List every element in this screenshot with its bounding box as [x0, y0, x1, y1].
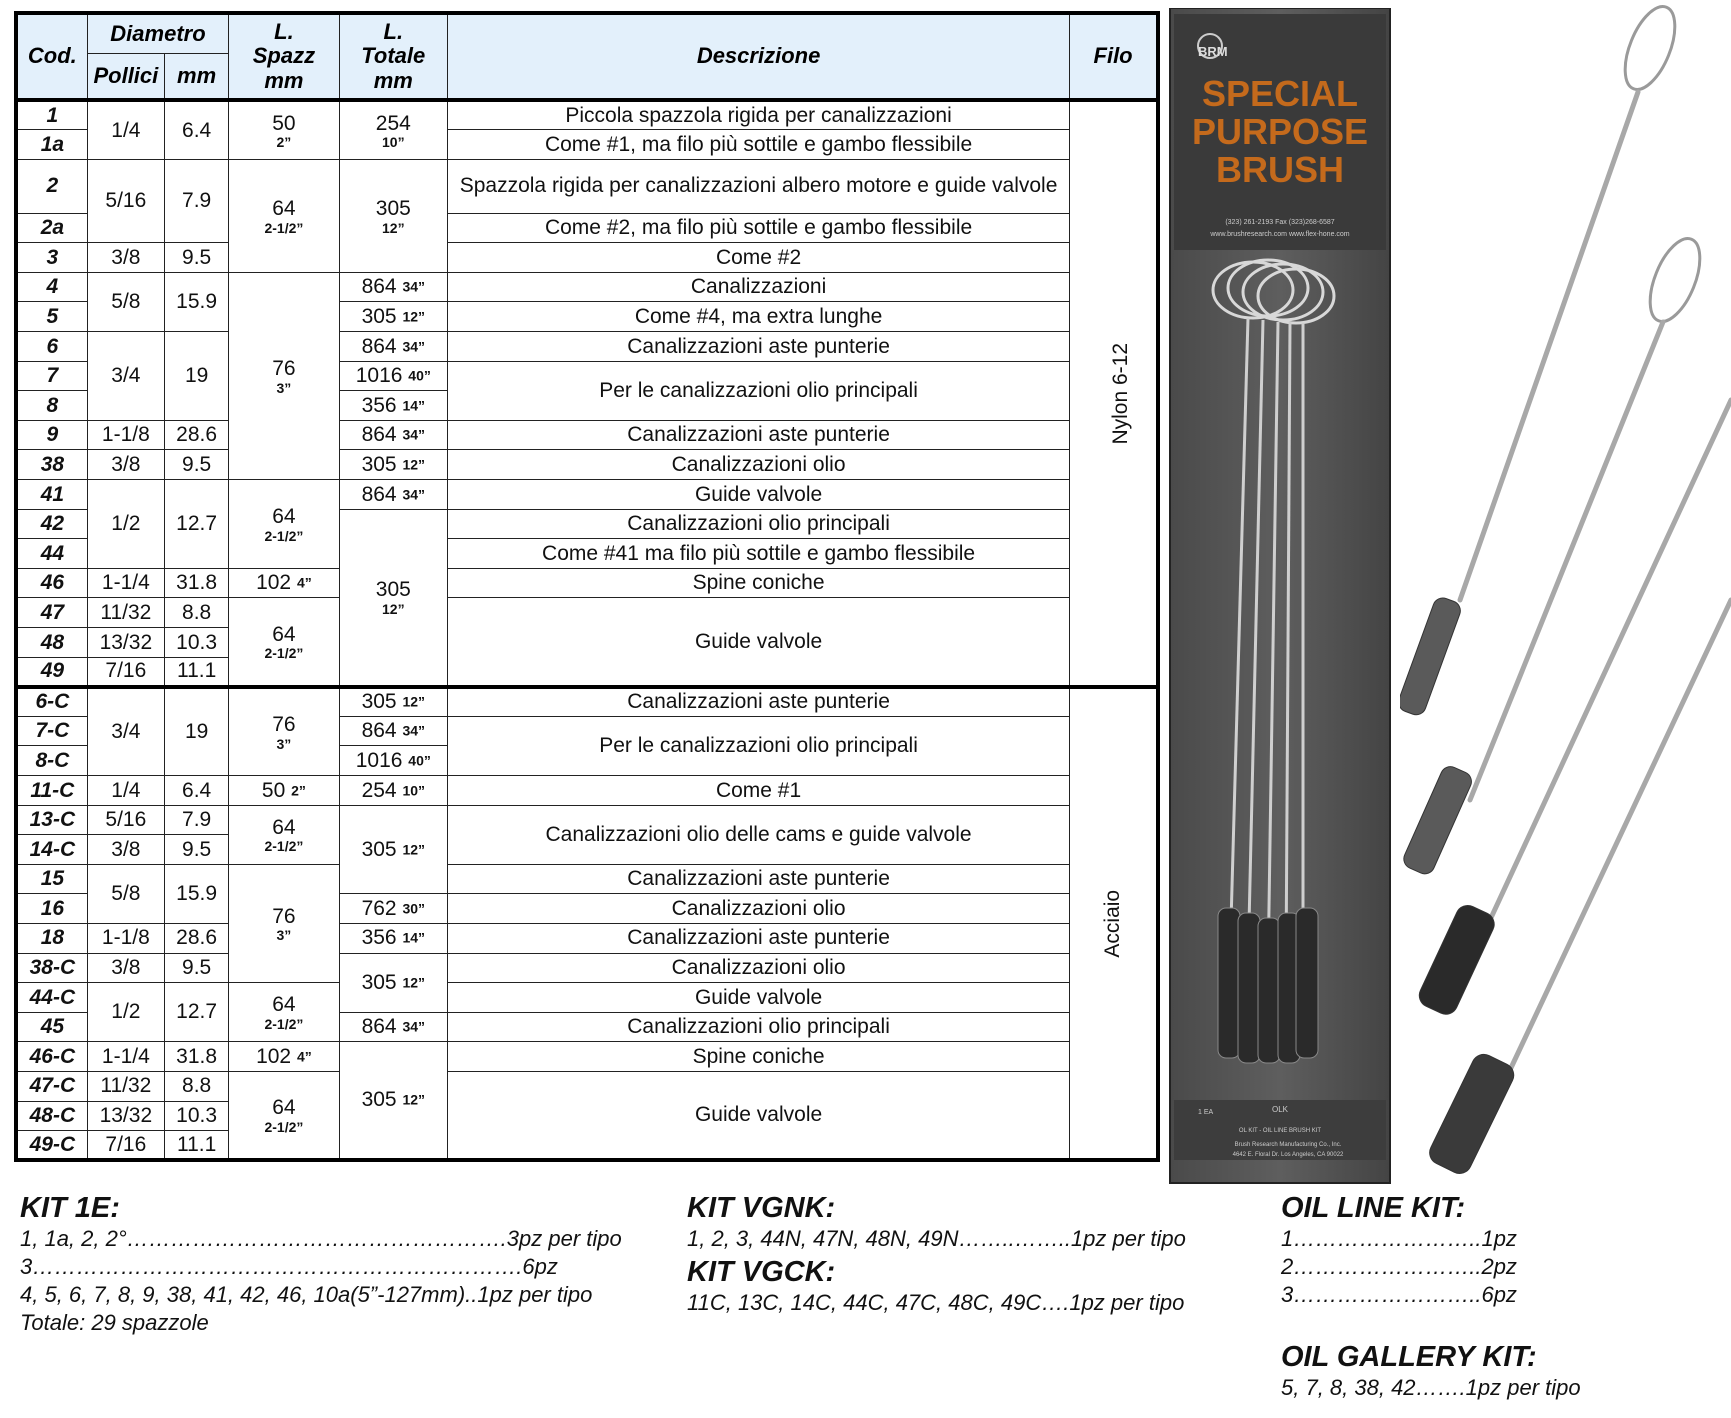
totale-mm: 864 — [361, 482, 397, 506]
package-qty: 1 EA — [1198, 1109, 1214, 1116]
kit-oil-line — [1281, 1193, 1517, 1309]
totale-mm: 254 — [361, 778, 397, 802]
totale-in: 30” — [402, 900, 426, 917]
cell-pollici: 1/2 — [87, 480, 164, 569]
cell-desc: Canalizzazioni olio delle cams e guide valvole — [447, 805, 1069, 864]
spazz-in: 2-1/2” — [264, 645, 304, 662]
cell-totale — [339, 391, 447, 421]
spazz-mm: 64 — [272, 1096, 296, 1120]
kit-oil-gallery — [1281, 1342, 1581, 1402]
cell-code: 8-C — [16, 746, 87, 776]
package-brand: BRM — [1198, 44, 1228, 59]
spec-table — [14, 11, 1160, 1162]
totale-mm: 305 — [361, 837, 397, 861]
cell-code: 9 — [16, 420, 87, 450]
cell-code: 46-C — [16, 1042, 87, 1072]
cell-mm: 31.8 — [165, 568, 229, 598]
package-address: 4642 E. Floral Dr. Los Angeles, CA 90022 — [1232, 1152, 1344, 1158]
cell-totale — [339, 450, 447, 480]
cell-spazz — [229, 272, 339, 479]
totale-mm: 305 — [361, 1088, 397, 1112]
totale-mm: 864 — [361, 334, 397, 358]
totale-mm: 305 — [375, 578, 411, 602]
cell-spazz — [229, 480, 339, 569]
cell-totale — [339, 272, 447, 302]
kit-oil-line-line: 3……………………..6pz — [1281, 1281, 1517, 1307]
package-web: www.brushresearch.com www.flex-hone.com — [1210, 231, 1350, 238]
package-brush-head — [1296, 908, 1318, 1058]
cell-desc: Per le canalizzazioni olio principali — [447, 716, 1069, 775]
spazz-mm: 64 — [272, 815, 296, 839]
cell-code: 49-C — [16, 1131, 87, 1161]
cell-desc: Guide valvole — [447, 1071, 1069, 1160]
spazz-mm: 76 — [272, 713, 296, 737]
cell-desc: Piccola spazzola rigida per canalizzazioni — [447, 100, 1069, 130]
cell-totale — [339, 775, 447, 805]
totale-in: 12” — [402, 694, 426, 711]
cell-spazz — [229, 159, 339, 272]
cell-desc: Canalizzazioni aste punterie — [447, 864, 1069, 894]
cell-mm: 10.3 — [165, 628, 229, 658]
cell-desc: Canalizzazioni olio — [447, 953, 1069, 983]
totale-in: 34” — [402, 426, 426, 443]
cell-code: 41 — [16, 480, 87, 510]
header-l-totale — [339, 13, 447, 100]
cell-desc: Guide valvole — [447, 983, 1069, 1013]
totale-in: 12” — [402, 1092, 426, 1109]
cell-totale — [339, 332, 447, 362]
header-l-spazz — [229, 13, 339, 100]
cell-pollici: 3/8 — [87, 953, 164, 983]
header-l-totale-line1: L. — [383, 18, 404, 44]
cell-spazz — [229, 1071, 339, 1160]
totale-mm: 305 — [361, 690, 397, 714]
cell-code: 8 — [16, 391, 87, 421]
totale-in: 40” — [408, 367, 431, 384]
cell-mm: 19 — [165, 332, 229, 421]
spazz-in: 4” — [296, 574, 312, 591]
cell-desc: Canalizzazioni aste punterie — [447, 687, 1069, 717]
kit-1e-title: KIT 1E: — [20, 1192, 120, 1224]
totale-in: 12” — [382, 219, 405, 236]
cell-code: 38-C — [16, 953, 87, 983]
totale-mm: 864 — [361, 1015, 397, 1039]
cell-pollici: 11/32 — [87, 598, 164, 628]
brush-ring — [1615, 0, 1685, 96]
header-l-totale-line2: Totale — [361, 43, 426, 69]
cell-filo-nylon — [1070, 100, 1158, 687]
cell-filo-acciaio — [1070, 687, 1158, 1161]
cell-totale — [339, 805, 447, 894]
cell-code: 7-C — [16, 716, 87, 746]
cell-code: 6-C — [16, 687, 87, 717]
cell-desc: Spine coniche — [447, 1042, 1069, 1072]
cell-pollici: 5/16 — [87, 805, 164, 835]
cell-totale — [339, 159, 447, 272]
totale-in: 12” — [402, 308, 426, 325]
cell-desc: Come #41 ma filo più sottile e gambo flessibile — [447, 539, 1069, 569]
cell-code: 42 — [16, 509, 87, 539]
package-brush-heads — [1218, 908, 1318, 1063]
cell-totale — [339, 420, 447, 450]
cell-pollici: 1-1/8 — [87, 923, 164, 953]
totale-in: 12” — [382, 600, 405, 617]
cell-totale — [339, 687, 447, 717]
spazz-mm: 64 — [272, 505, 296, 529]
spazz-in: 2” — [276, 134, 292, 151]
cell-totale — [339, 509, 447, 687]
spec-table-container — [14, 11, 1160, 1176]
header-l-spazz-line3: mm — [264, 67, 304, 93]
header-cod: Cod. — [16, 13, 87, 100]
cell-totale — [339, 953, 447, 1012]
cell-spazz — [229, 568, 339, 598]
cell-code: 4 — [16, 272, 87, 302]
cell-code: 2a — [16, 213, 87, 243]
brush-shaft — [1460, 92, 1638, 600]
cell-code: 15 — [16, 864, 87, 894]
totale-in: 34” — [402, 338, 426, 355]
cell-desc: Canalizzazioni aste punterie — [447, 923, 1069, 953]
cell-pollici: 3/8 — [87, 243, 164, 273]
kit-oil-line-line: 2……………………..2pz — [1281, 1253, 1517, 1279]
spazz-in: 2-1/2” — [264, 527, 304, 544]
kit-1e-line: 1, 1a, 2, 2°…………………………………………….3pz per tipo — [20, 1225, 622, 1251]
kit-vgnk-line: 1, 2, 3, 44N, 47N, 48N, 49N……..……..1pz per tipo — [687, 1225, 1186, 1251]
totale-in: 40” — [408, 752, 431, 769]
package-kit-name: OL KIT - OIL LINE BRUSH KIT — [1238, 1128, 1322, 1134]
cell-mm: 15.9 — [165, 864, 229, 923]
kit-oil-gallery-title: OIL GALLERY KIT: — [1281, 1341, 1537, 1373]
cell-desc: Come #2, ma filo più sottile e gambo flessibile — [447, 213, 1069, 243]
header-pollici: Pollici — [87, 54, 164, 101]
kit-vgck — [687, 1257, 1184, 1317]
cell-totale — [339, 1042, 447, 1160]
totale-mm: 864 — [361, 719, 397, 743]
spazz-in: 3” — [276, 927, 292, 944]
package-title-line3: BRUSH — [1215, 149, 1345, 190]
cell-code: 46 — [16, 568, 87, 598]
cell-spazz — [229, 983, 339, 1042]
package-brush-head — [1218, 908, 1240, 1058]
cell-code: 7 — [16, 361, 87, 391]
cell-desc: Spine coniche — [447, 568, 1069, 598]
kit-oil-line-title: OIL LINE KIT: — [1281, 1192, 1466, 1224]
cell-pollici: 5/8 — [87, 272, 164, 331]
cell-code: 1 — [16, 100, 87, 130]
cell-pollici: 3/8 — [87, 450, 164, 480]
spazz-in: 2-1/2” — [264, 219, 304, 236]
cell-pollici: 7/16 — [87, 657, 164, 687]
cell-spazz — [229, 598, 339, 687]
cell-desc: Canalizzazioni aste punterie — [447, 420, 1069, 450]
cell-mm: 8.8 — [165, 1071, 229, 1101]
spazz-mm: 76 — [272, 904, 296, 928]
cell-desc: Canalizzazioni aste punterie — [447, 332, 1069, 362]
cell-mm: 12.7 — [165, 480, 229, 569]
totale-mm: 254 — [375, 111, 411, 135]
cell-totale — [339, 716, 447, 746]
spazz-mm: 50 — [272, 111, 296, 135]
cell-desc: Canalizzazioni olio principali — [447, 509, 1069, 539]
brush-ring — [1640, 232, 1710, 329]
cell-mm: 10.3 — [165, 1101, 229, 1131]
kit-vgck-title: KIT VGCK: — [687, 1256, 836, 1288]
brush-shaft — [1470, 322, 1663, 800]
totale-mm: 864 — [361, 275, 397, 299]
spazz-in: 3” — [276, 379, 292, 396]
cell-code: 18 — [16, 923, 87, 953]
totale-mm: 305 — [361, 970, 397, 994]
cell-mm: 9.5 — [165, 243, 229, 273]
loose-brushes-image — [1400, 0, 1731, 1180]
cell-code: 6 — [16, 332, 87, 362]
totale-in: 12” — [402, 841, 426, 858]
cell-desc: Canalizzazioni olio — [447, 450, 1069, 480]
cell-pollici: 13/32 — [87, 628, 164, 658]
spazz-mm: 50 — [261, 778, 286, 802]
brush-head — [1426, 1050, 1518, 1177]
header-l-totale-line3: mm — [373, 67, 413, 93]
spazz-in: 2-1/2” — [264, 1118, 304, 1135]
cell-code: 47-C — [16, 1071, 87, 1101]
cell-code: 45 — [16, 1012, 87, 1042]
cell-pollici: 1-1/4 — [87, 568, 164, 598]
cell-code: 14-C — [16, 835, 87, 865]
kit-1e — [20, 1193, 622, 1337]
kit-1e-line: 4, 5, 6, 7, 8, 9, 38, 41, 42, 46, 10a(5”-127mm)..1pz per tipo — [20, 1281, 593, 1307]
package-title-line1: SPECIAL — [1201, 73, 1359, 114]
cell-code: 48-C — [16, 1101, 87, 1131]
kit-vgnk-title: KIT VGNK: — [687, 1192, 836, 1224]
spazz-in: 3” — [276, 735, 292, 752]
cell-pollici: 11/32 — [87, 1071, 164, 1101]
totale-in: 34” — [402, 279, 426, 296]
kit-oil-gallery-line: 5, 7, 8, 38, 42…….1pz per tipo — [1281, 1374, 1581, 1400]
brush-head — [1415, 902, 1498, 1019]
package-brush-head — [1238, 913, 1260, 1063]
cell-pollici: 13/32 — [87, 1101, 164, 1131]
package-company: Brush Research Manufacturing Co., Inc. — [1234, 1142, 1342, 1148]
totale-in: 12” — [402, 456, 426, 473]
cell-pollici: 1/2 — [87, 983, 164, 1042]
spazz-mm: 64 — [272, 622, 296, 646]
totale-mm: 356 — [361, 393, 397, 417]
package-title-line2: PURPOSE — [1191, 111, 1369, 152]
header-diametro: Diametro — [87, 13, 229, 54]
kit-oil-line-line: 1……………………..1pz — [1281, 1225, 1517, 1251]
cell-pollici: 1-1/4 — [87, 1042, 164, 1072]
header-l-spazz-line2: Spazz — [252, 43, 316, 69]
cell-pollici: 3/4 — [87, 687, 164, 776]
cell-mm: 12.7 — [165, 983, 229, 1042]
totale-in: 14” — [402, 397, 426, 414]
cell-desc: Guide valvole — [447, 480, 1069, 510]
totale-in: 10” — [382, 134, 405, 151]
spazz-mm: 102 — [256, 571, 292, 595]
spazz-in: 2-1/2” — [264, 1015, 304, 1032]
totale-mm: 305 — [375, 197, 411, 221]
totale-mm: 1016 — [355, 364, 403, 388]
cell-mm: 28.6 — [165, 420, 229, 450]
spazz-in: 4” — [296, 1048, 312, 1065]
cell-code: 38 — [16, 450, 87, 480]
cell-code: 16 — [16, 894, 87, 924]
cell-mm: 6.4 — [165, 100, 229, 159]
totale-mm: 762 — [361, 896, 397, 920]
cell-mm: 9.5 — [165, 953, 229, 983]
spazz-in: 2” — [291, 782, 306, 799]
cell-totale — [339, 746, 447, 776]
cell-code: 49 — [16, 657, 87, 687]
cell-mm: 9.5 — [165, 450, 229, 480]
totale-in: 10” — [402, 782, 426, 799]
cell-pollici: 7/16 — [87, 1131, 164, 1161]
cell-pollici: 5/16 — [87, 159, 164, 243]
cell-spazz — [229, 687, 339, 776]
cell-desc: Canalizzazioni olio — [447, 894, 1069, 924]
cell-code: 11-C — [16, 775, 87, 805]
totale-in: 34” — [402, 1018, 426, 1035]
cell-mm: 7.9 — [165, 159, 229, 243]
cell-mm: 8.8 — [165, 598, 229, 628]
filo-nylon-label: Nylon 6-12 — [1109, 342, 1133, 445]
cell-mm: 11.1 — [165, 1131, 229, 1161]
totale-in: 34” — [402, 722, 426, 739]
spazz-mm: 76 — [272, 357, 296, 381]
package-brush-head — [1258, 918, 1280, 1063]
header-descrizione: Descrizione — [447, 13, 1069, 100]
cell-mm: 11.1 — [165, 657, 229, 687]
header-l-spazz-line1: L. — [274, 18, 294, 44]
cell-totale — [339, 302, 447, 332]
spazz-in: 2-1/2” — [264, 838, 304, 855]
cell-totale — [339, 480, 447, 510]
totale-mm: 864 — [361, 423, 397, 447]
cell-totale — [339, 100, 447, 159]
header-mm: mm — [165, 54, 229, 101]
cell-pollici: 5/8 — [87, 864, 164, 923]
kit-1e-line: 3………………………………………………………….6pz — [20, 1253, 558, 1279]
cell-mm: 15.9 — [165, 272, 229, 331]
cell-mm: 19 — [165, 687, 229, 776]
cell-desc: Spazzola rigida per canalizzazioni albero motore e guide valvole — [447, 159, 1069, 213]
brush-shaft — [1510, 600, 1731, 1070]
cell-totale — [339, 361, 447, 391]
cell-code: 1a — [16, 130, 87, 160]
totale-in: 14” — [402, 930, 426, 947]
cell-code: 3 — [16, 243, 87, 273]
totale-in: 12” — [402, 974, 426, 991]
cell-code: 13-C — [16, 805, 87, 835]
cell-spazz — [229, 864, 339, 982]
totale-mm: 305 — [361, 305, 397, 328]
totale-mm: 305 — [361, 452, 397, 476]
cell-desc: Guide valvole — [447, 598, 1069, 687]
cell-desc: Come #4, ma extra lunghe — [447, 302, 1069, 332]
spazz-mm: 64 — [272, 993, 296, 1017]
cell-desc: Come #1, ma filo più sottile e gambo flessibile — [447, 130, 1069, 160]
cell-spazz — [229, 100, 339, 159]
cell-code: 48 — [16, 628, 87, 658]
cell-mm: 6.4 — [165, 775, 229, 805]
cell-totale — [339, 1012, 447, 1042]
kit-1e-line: Totale: 29 spazzole — [20, 1309, 209, 1335]
cell-mm: 31.8 — [165, 1042, 229, 1072]
cell-pollici: 3/8 — [87, 835, 164, 865]
kit-vgnk — [687, 1193, 1186, 1253]
header-filo: Filo — [1070, 13, 1158, 100]
cell-pollici: 1/4 — [87, 100, 164, 159]
cell-totale — [339, 923, 447, 953]
cell-mm: 7.9 — [165, 805, 229, 835]
package-phone: (323) 261-2193 Fax (323)268-6587 — [1225, 219, 1335, 226]
cell-desc: Per le canalizzazioni olio principali — [447, 361, 1069, 420]
totale-mm: 356 — [361, 926, 397, 950]
cell-mm: 9.5 — [165, 835, 229, 865]
cell-mm: 28.6 — [165, 923, 229, 953]
package-sku: OLK — [1271, 1105, 1289, 1114]
spazz-mm: 64 — [272, 197, 296, 221]
cell-pollici: 1-1/8 — [87, 420, 164, 450]
cell-spazz — [229, 1042, 339, 1072]
totale-mm: 1016 — [355, 748, 403, 772]
kit-vgck-line: 11C, 13C, 14C, 44C, 47C, 48C, 49C….1pz per tipo — [687, 1289, 1185, 1315]
filo-acciaio-label: Acciaio — [1101, 889, 1125, 958]
cell-code: 47 — [16, 598, 87, 628]
cell-code: 44-C — [16, 983, 87, 1013]
cell-desc: Canalizzazioni — [447, 272, 1069, 302]
cell-code: 2 — [16, 159, 87, 213]
cell-code: 44 — [16, 539, 87, 569]
cell-desc: Canalizzazioni olio principali — [447, 1012, 1069, 1042]
cell-spazz — [229, 805, 339, 864]
cell-pollici: 1/4 — [87, 775, 164, 805]
cell-totale — [339, 894, 447, 924]
cell-code: 5 — [16, 302, 87, 332]
cell-desc: Come #1 — [447, 775, 1069, 805]
cell-pollici: 3/4 — [87, 332, 164, 421]
spazz-mm: 102 — [256, 1044, 292, 1068]
totale-in: 34” — [402, 486, 426, 503]
cell-desc: Come #2 — [447, 243, 1069, 273]
brush-head — [1400, 595, 1463, 717]
brush-kit-package-image — [1168, 8, 1392, 1188]
brush-head — [1401, 763, 1475, 877]
cell-spazz — [229, 775, 339, 805]
